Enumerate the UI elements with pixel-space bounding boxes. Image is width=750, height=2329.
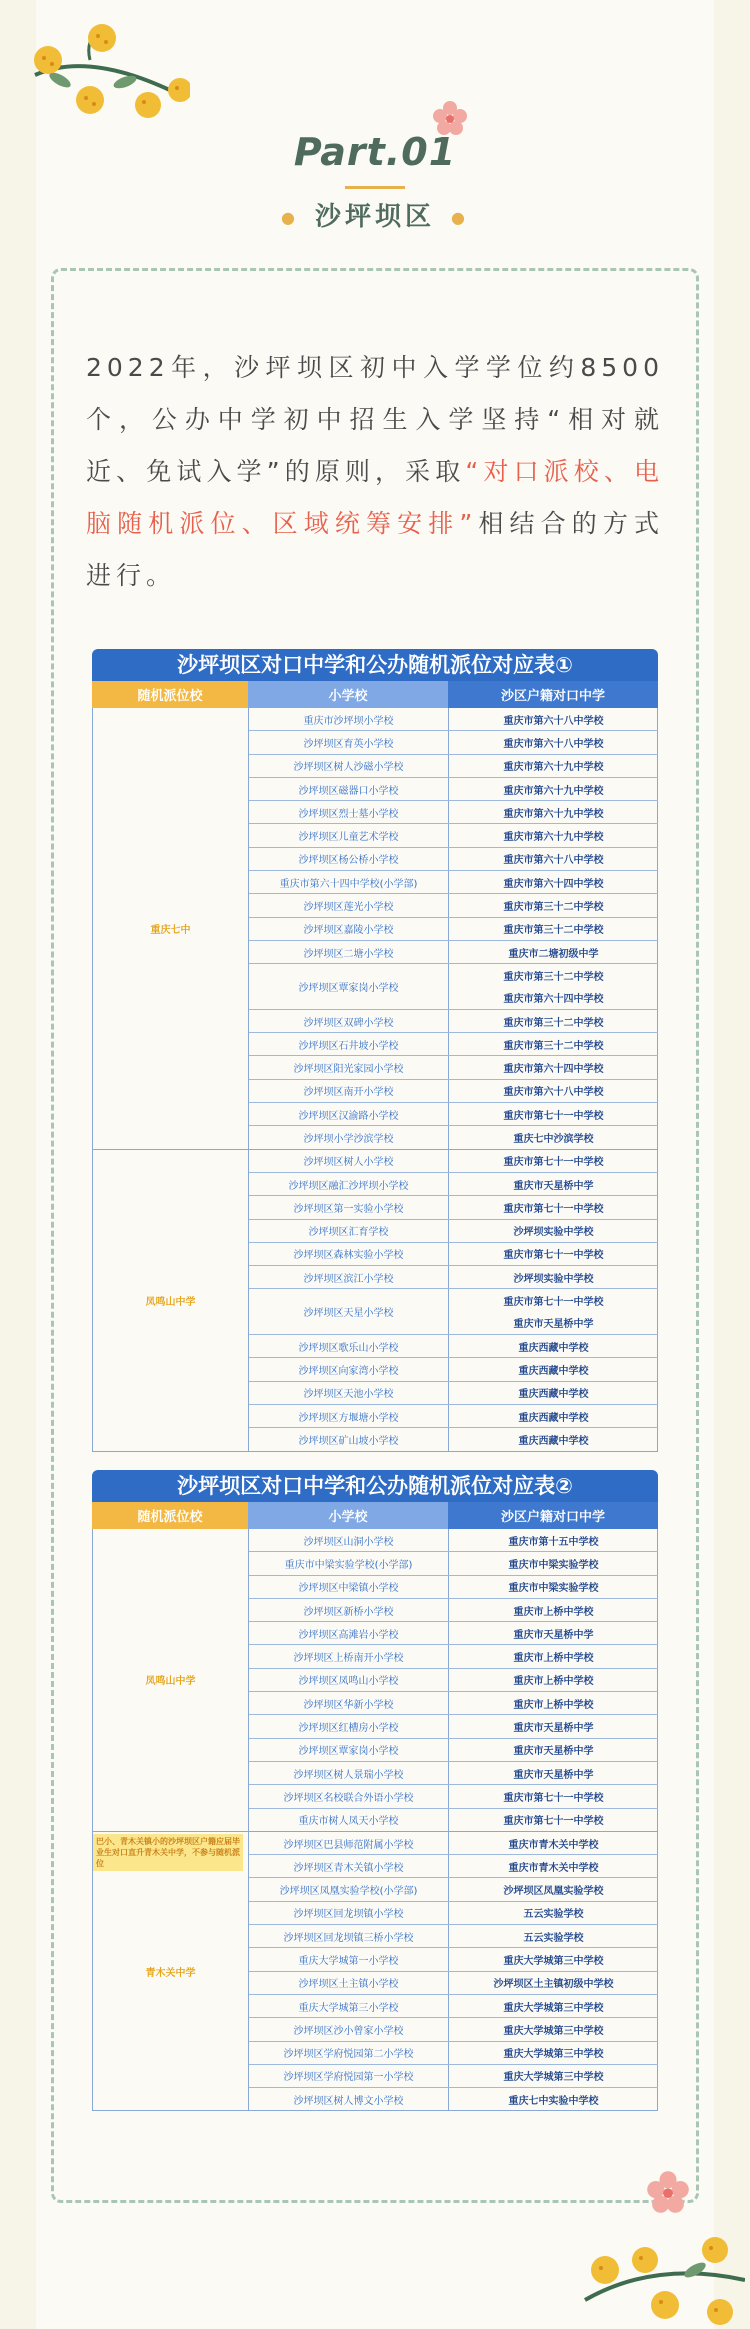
primary-school-cell: 重庆市中梁实验学校(小学部) [249, 1552, 449, 1574]
table-row [249, 1692, 658, 1715]
middle-school-cell [449, 871, 658, 893]
middle-school-cell [449, 1080, 658, 1102]
primary-school-cell: 沙坪坝区汇育学校 [249, 1220, 449, 1242]
table-row [249, 2042, 658, 2065]
table-row [249, 824, 658, 847]
dot-icon: ● [451, 208, 469, 227]
middle-school-name: 重庆市天星桥中学 [513, 1769, 594, 1781]
middle-school-name: 重庆市第三十二中学校 [503, 902, 604, 914]
middle-school-name: 重庆西藏中学校 [518, 1342, 589, 1354]
middle-school-cell [449, 2088, 658, 2110]
middle-school-cell [449, 1173, 658, 1195]
table-row [249, 1289, 658, 1335]
middle-school-cell [449, 1529, 658, 1551]
primary-school-cell: 沙坪坝区树人景瑞小学校 [249, 1762, 449, 1784]
middle-school-cell [449, 1715, 658, 1737]
table-row [249, 918, 658, 941]
allocation-table-2 [92, 1470, 658, 2111]
table-row [249, 1809, 658, 1831]
table-row [249, 1715, 658, 1738]
middle-school-name: 重庆市上桥中学校 [513, 1653, 594, 1665]
table-row [249, 1599, 658, 1622]
middle-school-cell [449, 1925, 658, 1947]
middle-school-cell [449, 1576, 658, 1598]
primary-school-cell: 沙坪坝区凤鸣山小学校 [249, 1669, 449, 1691]
table-row [249, 1080, 658, 1103]
table-row [249, 755, 658, 778]
table-row [249, 1669, 658, 1692]
middle-school-cell [449, 1150, 658, 1172]
primary-school-cell: 沙坪坝区上桥南开小学校 [249, 1645, 449, 1667]
middle-school-cell [449, 1033, 658, 1055]
primary-school-cell: 沙坪坝区学府悦园第一小学校 [249, 2065, 449, 2087]
middle-school-cell [449, 1622, 658, 1644]
primary-school-cell: 沙坪坝区树人小学校 [249, 1150, 449, 1172]
middle-school-name: 重庆市天星桥中学 [513, 1180, 594, 1192]
middle-school-name: 重庆市第六十八中学校 [503, 1087, 604, 1099]
table-row [249, 1126, 658, 1148]
table-row [249, 1902, 658, 1925]
middle-school-cell [449, 1126, 658, 1148]
table-row [249, 1576, 658, 1599]
middle-school-name: 重庆市第六十八中学校 [503, 715, 604, 727]
primary-school-cell: 沙坪坝小学沙滨学校 [249, 1126, 449, 1148]
middle-school-name: 重庆市上桥中学校 [513, 1606, 594, 1618]
table-row [249, 1428, 658, 1450]
middle-school-name: 重庆市第六十四中学校 [503, 878, 604, 890]
middle-school-cell [449, 778, 658, 800]
primary-school-cell: 沙坪坝区红槽房小学校 [249, 1715, 449, 1737]
middle-school-name: 重庆大学城第三中学校 [503, 2025, 604, 2037]
pink-blossom-icon [646, 2170, 690, 2214]
table-row [249, 1972, 658, 1995]
middle-school-name: 五云实验学校 [523, 1932, 584, 1944]
primary-school-cell: 沙坪坝区覃家岗小学校 [249, 1739, 449, 1761]
table-row [249, 1382, 658, 1405]
primary-school-cell: 沙坪坝区青木关镇小学校 [249, 1855, 449, 1877]
intro-text-start: 2022年，沙坪坝区初中入学学位约8500个，公办中学初中招生入学坚持“相对就近、免试入学”的原则，采取 [86, 353, 664, 486]
middle-school-cell [449, 1972, 658, 1994]
primary-school-cell: 重庆大学城第三小学校 [249, 1995, 449, 2017]
primary-school-cell: 沙坪坝区歌乐山小学校 [249, 1335, 449, 1357]
table-row [249, 1266, 658, 1289]
middle-school-cell [449, 1762, 658, 1784]
middle-school-name: 重庆西藏中学校 [518, 1412, 589, 1424]
assigned-school-cell: 凤鸣山中学 [93, 1529, 249, 1831]
middle-school-name: 重庆市第六十九中学校 [503, 785, 604, 797]
primary-school-cell: 沙坪坝区森林实验小学校 [249, 1243, 449, 1265]
section-rows [249, 1832, 658, 2111]
middle-school-cell [449, 1832, 658, 1854]
middle-school-cell [449, 1103, 658, 1125]
middle-school-name: 重庆市第六十九中学校 [503, 808, 604, 820]
table-row [249, 1739, 658, 1762]
middle-school-name: 重庆市天星桥中学 [513, 1723, 594, 1735]
primary-school-cell: 沙坪坝区二塘小学校 [249, 941, 449, 963]
section-rows [249, 1529, 658, 1831]
primary-school-cell: 沙坪坝区双碑小学校 [249, 1010, 449, 1032]
district-name: 沙坪坝区 [314, 202, 435, 232]
section-rows [249, 1150, 658, 1451]
middle-school-cell [449, 1995, 658, 2017]
primary-school-cell: 沙坪坝区学府悦园第二小学校 [249, 2042, 449, 2064]
primary-school-cell: 沙坪坝区华新小学校 [249, 1692, 449, 1714]
flower-branch-decoration-bottom [575, 2230, 745, 2329]
middle-school-cell [449, 731, 658, 753]
middle-school-cell [449, 1405, 658, 1427]
table-row [249, 964, 658, 1010]
middle-school-name: 重庆市青木关中学校 [508, 1862, 599, 1874]
table-row [249, 801, 658, 824]
middle-school-cell [449, 708, 658, 730]
middle-school-name: 重庆市天星桥中学 [513, 1746, 594, 1758]
middle-school-name: 沙坪坝实验中学校 [513, 1227, 594, 1239]
middle-school-name: 重庆市第六十九中学校 [503, 762, 604, 774]
primary-school-cell: 沙坪坝区向家湾小学校 [249, 1358, 449, 1380]
middle-school-cell [449, 1785, 658, 1807]
table-row [249, 1405, 658, 1428]
table-row [249, 1335, 658, 1358]
primary-school-cell: 沙坪坝区中梁镇小学校 [249, 1576, 449, 1598]
middle-school-name: 重庆市第六十八中学校 [503, 738, 604, 750]
table-row [249, 1196, 658, 1219]
table-row [249, 894, 658, 917]
primary-school-cell: 沙坪坝区汉渝路小学校 [249, 1103, 449, 1125]
intro-paragraph [86, 342, 664, 602]
primary-school-cell: 沙坪坝区滨江小学校 [249, 1266, 449, 1288]
middle-school-cell [449, 1428, 658, 1450]
middle-school-cell [449, 848, 658, 870]
column-header: 小学校 [248, 681, 448, 708]
table-row [249, 2065, 658, 2088]
middle-school-cell [449, 1739, 658, 1761]
table-section [92, 708, 658, 1150]
admission-note: 巴小、青木关镇小的沙坪坝区户籍应届毕业生对口直升青木关中学，不参与随机派位 [93, 1834, 243, 1871]
primary-school-cell: 沙坪坝区沙小曾家小学校 [249, 2018, 449, 2040]
district-title [0, 196, 750, 233]
table-row [249, 848, 658, 871]
middle-school-cell [449, 1358, 658, 1380]
primary-school-cell: 沙坪坝区杨公桥小学校 [249, 848, 449, 870]
primary-school-cell: 沙坪坝区树人博文小学校 [249, 2088, 449, 2110]
primary-school-cell: 沙坪坝区儿童艺术学校 [249, 824, 449, 846]
table-title: 沙坪坝区对口中学和公办随机派位对应表② [92, 1470, 658, 1502]
table-row [249, 1150, 658, 1173]
middle-school-cell [449, 824, 658, 846]
column-header: 随机派位校 [92, 1502, 248, 1529]
middle-school-name: 重庆市第六十四中学校 [503, 994, 604, 1006]
middle-school-name: 重庆市第七十一中学校 [503, 1203, 604, 1215]
middle-school-cell [449, 1010, 658, 1032]
table-row [249, 2088, 658, 2110]
middle-school-cell [449, 1243, 658, 1265]
middle-school-cell [449, 941, 658, 963]
middle-school-name: 沙坪坝实验中学校 [513, 1273, 594, 1285]
primary-school-cell: 沙坪坝区回龙坝镇三桥小学校 [249, 1925, 449, 1947]
middle-school-name: 重庆市第七十一中学校 [503, 1816, 604, 1828]
primary-school-cell: 沙坪坝区巴县师范附属小学校 [249, 1832, 449, 1854]
primary-school-cell: 沙坪坝区烈士墓小学校 [249, 801, 449, 823]
middle-school-cell [449, 1855, 658, 1877]
middle-school-name: 重庆西藏中学校 [518, 1389, 589, 1401]
middle-school-name: 重庆市第三十二中学校 [503, 1017, 604, 1029]
middle-school-cell [449, 1266, 658, 1288]
middle-school-cell [449, 918, 658, 940]
table-row [249, 1243, 658, 1266]
table-row [249, 1358, 658, 1381]
table-row [249, 1832, 658, 1855]
middle-school-name: 重庆市上桥中学校 [513, 1699, 594, 1711]
middle-school-cell [449, 1645, 658, 1667]
middle-school-name: 重庆市天星桥中学 [513, 1319, 594, 1331]
primary-school-cell: 沙坪坝区新桥小学校 [249, 1599, 449, 1621]
middle-school-cell [449, 1382, 658, 1404]
middle-school-name: 重庆市中梁实验学校 [508, 1559, 599, 1571]
primary-school-cell: 沙坪坝区天池小学校 [249, 1382, 449, 1404]
dot-icon: ● [281, 208, 299, 227]
table-header-row [92, 1502, 658, 1529]
table-title: 沙坪坝区对口中学和公办随机派位对应表① [92, 649, 658, 681]
middle-school-name: 重庆市第三十二中学校 [503, 971, 604, 983]
flower-branch-decoration-top [30, 20, 190, 130]
table-section [92, 1150, 658, 1452]
primary-school-cell: 重庆市第六十四中学校(小学部) [249, 871, 449, 893]
middle-school-cell [449, 1809, 658, 1831]
middle-school-name: 重庆大学城第三中学校 [503, 1955, 604, 1967]
middle-school-cell [449, 801, 658, 823]
assigned-school-cell: 凤鸣山中学 [93, 1150, 249, 1451]
table-row [249, 708, 658, 731]
primary-school-cell: 重庆市沙坪坝小学校 [249, 708, 449, 730]
middle-school-name: 重庆市第三十二中学校 [503, 1040, 604, 1052]
primary-school-cell: 沙坪坝区融汇沙坪坝小学校 [249, 1173, 449, 1195]
table-section [92, 1832, 658, 2112]
column-header: 随机派位校 [92, 681, 248, 708]
primary-school-cell: 沙坪坝区名校联合外语小学校 [249, 1785, 449, 1807]
primary-school-cell: 沙坪坝区莲光小学校 [249, 894, 449, 916]
table-section [92, 1529, 658, 1832]
table-row [249, 1762, 658, 1785]
table-row [249, 871, 658, 894]
table-row [249, 1529, 658, 1552]
table-row [249, 1855, 658, 1878]
assigned-school-cell: 青木关中学 巴小、青木关镇小的沙坪坝区户籍应届毕业生对口直升青木关中学，不参与随机派位 [93, 1832, 249, 2111]
middle-school-cell [449, 1878, 658, 1900]
primary-school-cell: 沙坪坝区育英小学校 [249, 731, 449, 753]
table-row [249, 1173, 658, 1196]
primary-school-cell: 沙坪坝区第一实验小学校 [249, 1196, 449, 1218]
primary-school-cell: 沙坪坝区嘉陵小学校 [249, 918, 449, 940]
table-row [249, 1056, 658, 1079]
middle-school-name: 重庆七中实验中学校 [508, 2095, 599, 2107]
table-row [249, 1622, 658, 1645]
middle-school-cell [449, 1289, 658, 1334]
middle-school-name: 重庆市第十五中学校 [508, 1536, 599, 1548]
middle-school-name: 重庆市第六十四中学校 [503, 1064, 604, 1076]
middle-school-name: 重庆大学城第三中学校 [503, 2049, 604, 2061]
primary-school-cell: 沙坪坝区山洞小学校 [249, 1529, 449, 1551]
middle-school-name: 重庆市二塘初级中学 [508, 948, 599, 960]
middle-school-cell [449, 1692, 658, 1714]
middle-school-name: 重庆大学城第三中学校 [503, 2002, 604, 2014]
table-row [249, 1103, 658, 1126]
middle-school-cell [449, 1599, 658, 1621]
middle-school-name: 重庆市第七十一中学校 [503, 1792, 604, 1804]
table-row [249, 1645, 658, 1668]
middle-school-name: 重庆市上桥中学校 [513, 1676, 594, 1688]
middle-school-name: 重庆市天星桥中学 [513, 1629, 594, 1641]
table-row [249, 1220, 658, 1243]
primary-school-cell: 沙坪坝区石井坡小学校 [249, 1033, 449, 1055]
table-row [249, 1925, 658, 1948]
middle-school-name: 沙坪坝区凤凰实验学校 [503, 1886, 604, 1898]
primary-school-cell: 沙坪坝区凤凰实验学校(小学部) [249, 1878, 449, 1900]
middle-school-name: 重庆市青木关中学校 [508, 1839, 599, 1851]
middle-school-cell [449, 1948, 658, 1970]
table-row [249, 1995, 658, 2018]
middle-school-name: 重庆市第六十八中学校 [503, 855, 604, 867]
middle-school-name: 沙坪坝区土主镇初级中学校 [493, 1979, 614, 1991]
primary-school-cell: 重庆市树人凤天小学校 [249, 1809, 449, 1831]
column-header: 沙区户籍对口中学 [448, 1502, 658, 1529]
part-label: Part.01 [293, 130, 457, 174]
primary-school-cell: 重庆大学城第一小学校 [249, 1948, 449, 1970]
middle-school-name: 重庆市第六十九中学校 [503, 832, 604, 844]
middle-school-cell [449, 2042, 658, 2064]
primary-school-cell: 沙坪坝区磁器口小学校 [249, 778, 449, 800]
table-row [249, 1010, 658, 1033]
section-rows [249, 708, 658, 1149]
middle-school-cell [449, 1196, 658, 1218]
middle-school-name: 重庆市中梁实验学校 [508, 1583, 599, 1595]
middle-school-cell [449, 755, 658, 777]
intro-text-end: 相结合的方式进行。 [86, 509, 664, 590]
middle-school-cell [449, 1335, 658, 1357]
assigned-school-cell: 重庆七中 [93, 708, 249, 1149]
primary-school-cell: 沙坪坝区回龙坝镇小学校 [249, 1902, 449, 1924]
middle-school-name: 重庆西藏中学校 [518, 1365, 589, 1377]
middle-school-cell [449, 964, 658, 1009]
middle-school-cell [449, 1220, 658, 1242]
table-row [249, 1878, 658, 1901]
table-row [249, 731, 658, 754]
primary-school-cell: 沙坪坝区南开小学校 [249, 1080, 449, 1102]
table-row [249, 1948, 658, 1971]
primary-school-cell: 沙坪坝区树人沙磁小学校 [249, 755, 449, 777]
table-row [249, 778, 658, 801]
column-header: 沙区户籍对口中学 [448, 681, 658, 708]
allocation-table-1 [92, 649, 658, 1452]
table-header-row [92, 681, 658, 708]
table-row [249, 2018, 658, 2041]
primary-school-cell: 沙坪坝区方堰塘小学校 [249, 1405, 449, 1427]
primary-school-cell: 沙坪坝区矿山坡小学校 [249, 1428, 449, 1450]
middle-school-name: 重庆西藏中学校 [518, 1435, 589, 1447]
middle-school-cell [449, 1056, 658, 1078]
middle-school-name: 重庆市第三十二中学校 [503, 925, 604, 937]
column-header: 小学校 [248, 1502, 448, 1529]
primary-school-cell: 沙坪坝区土主镇小学校 [249, 1972, 449, 1994]
middle-school-name: 五云实验学校 [523, 1909, 584, 1921]
title-underline [345, 186, 405, 189]
middle-school-cell [449, 2018, 658, 2040]
primary-school-cell: 沙坪坝区高滩岩小学校 [249, 1622, 449, 1644]
primary-school-cell: 沙坪坝区阳光家园小学校 [249, 1056, 449, 1078]
table-row [249, 1033, 658, 1056]
middle-school-cell [449, 2065, 658, 2087]
intro-highlight: “对口派校、电脑随机派位、区域统筹安排” [86, 457, 665, 538]
middle-school-name: 重庆七中沙滨学校 [513, 1133, 594, 1145]
middle-school-name: 重庆市第七十一中学校 [503, 1110, 604, 1122]
middle-school-cell [449, 1552, 658, 1574]
table-row [249, 1785, 658, 1808]
primary-school-cell: 沙坪坝区天星小学校 [249, 1289, 449, 1334]
middle-school-name: 重庆大学城第三中学校 [503, 2072, 604, 2084]
table-row [249, 941, 658, 964]
table-row [249, 1552, 658, 1575]
primary-school-cell: 沙坪坝区覃家岗小学校 [249, 964, 449, 1009]
middle-school-cell [449, 1902, 658, 1924]
middle-school-cell [449, 894, 658, 916]
middle-school-name: 重庆市第七十一中学校 [503, 1157, 604, 1169]
middle-school-name: 重庆市第七十一中学校 [503, 1297, 604, 1309]
middle-school-name: 重庆市第七十一中学校 [503, 1250, 604, 1262]
middle-school-cell [449, 1669, 658, 1691]
